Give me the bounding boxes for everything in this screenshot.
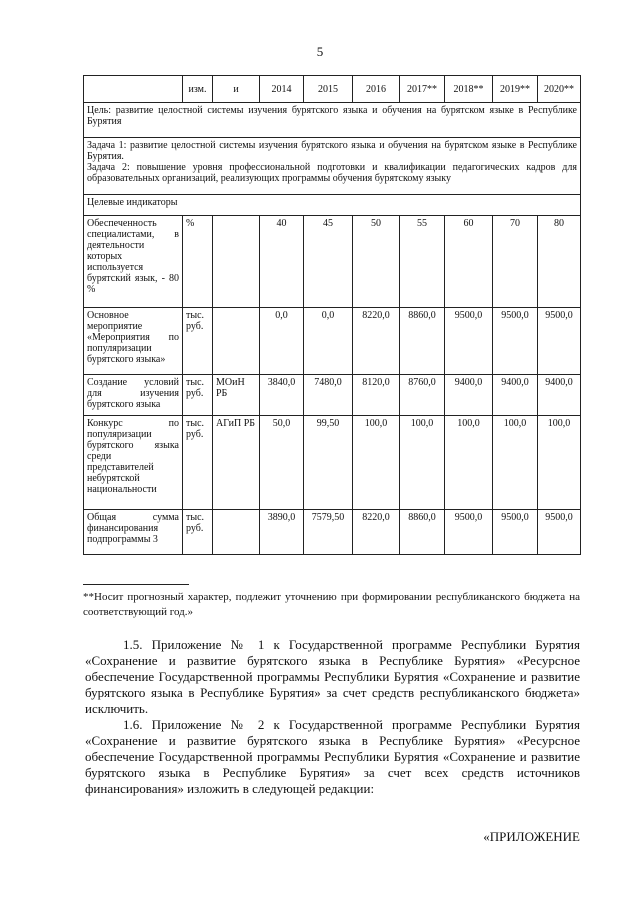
row-org: [213, 510, 260, 555]
tasks-cell: [84, 138, 581, 195]
table-row: [84, 216, 581, 308]
paragraph-1-5: 1.5. Приложение № 1 к Государственной программе Республики Бурятия «Сохранение и развитие бурятского языка в Республике Бурятия» «Ресурсное обеспечение Государственной программы Республики Бурятия «Сохранение и развитие бурятского языка в Республике Бурятия» за счет средств республиканского бюджета» исключить.: [85, 637, 580, 716]
table-row: [84, 375, 581, 416]
row-name: Обеспеченность специалистами, в деятельности которых используется бурятский язык, - 80 %: [84, 216, 183, 308]
value-cell: 9400,0: [445, 375, 493, 416]
header-cell: и: [213, 76, 260, 103]
value-cell: 100,0: [538, 416, 581, 510]
header-cell: 2015: [304, 76, 353, 103]
value-cell: 55: [400, 216, 445, 308]
value-cell: 9400,0: [538, 375, 581, 416]
task-1-text: Задача 1: развитие целостной системы изучения бурятского языка и обучения на бурятском языке в Республике Бурятия.: [87, 140, 577, 162]
value-cell: 8220,0: [353, 510, 400, 555]
row-org: АГиП РБ: [213, 416, 260, 510]
value-cell: 9400,0: [493, 375, 538, 416]
value-cell: 60: [445, 216, 493, 308]
value-cell: 100,0: [400, 416, 445, 510]
row-org: [213, 308, 260, 375]
tasks-row: [84, 138, 581, 195]
value-cell: 100,0: [493, 416, 538, 510]
table-row: [84, 416, 581, 510]
value-cell: 45: [304, 216, 353, 308]
goal-text: Цель: развитие целостной системы изучения бурятского языка и обучения на бурятском языке в Республике Бурятия: [84, 103, 581, 138]
header-cell: 2020**: [538, 76, 581, 103]
row-name: Основное мероприятие «Мероприятия по популяризации бурятского языка»: [84, 308, 183, 375]
value-cell: 70: [493, 216, 538, 308]
value-cell: 9500,0: [445, 510, 493, 555]
value-cell: 0,0: [304, 308, 353, 375]
table-row: [84, 510, 581, 555]
value-cell: 40: [260, 216, 304, 308]
row-unit: тыс. руб.: [183, 308, 213, 375]
indicators-row: [84, 195, 581, 216]
value-cell: 8860,0: [400, 308, 445, 375]
table-header-row: [84, 76, 581, 103]
value-cell: 9500,0: [493, 510, 538, 555]
task-2-text: Задача 2: повышение уровня профессиональной подготовки и квалификации педагогических кадров для образовательных организаций, реализующих программы обучения бурятскому языку: [87, 162, 577, 184]
value-cell: 50,0: [260, 416, 304, 510]
header-cell: 2016: [353, 76, 400, 103]
value-cell: 8120,0: [353, 375, 400, 416]
footnote-divider: [83, 584, 189, 585]
value-cell: 3890,0: [260, 510, 304, 555]
value-cell: 8220,0: [353, 308, 400, 375]
footnote: **Носит прогнозный характер, подлежит уточнению при формировании республиканского бюджета на соответствующий год.»: [83, 591, 580, 618]
row-name: Общая сумма финансирования подпрограммы 3: [84, 510, 183, 555]
row-name: Создание условий для изучения бурятского языка: [84, 375, 183, 416]
program-table: [83, 75, 581, 555]
row-org: МОиН РБ: [213, 375, 260, 416]
value-cell: 3840,0: [260, 375, 304, 416]
value-cell: 8760,0: [400, 375, 445, 416]
value-cell: 80: [538, 216, 581, 308]
row-unit: тыс. руб.: [183, 375, 213, 416]
value-cell: 8860,0: [400, 510, 445, 555]
value-cell: 9500,0: [538, 308, 581, 375]
value-cell: 100,0: [445, 416, 493, 510]
appendix-label: «ПРИЛОЖЕНИЕ: [483, 829, 580, 844]
value-cell: 50: [353, 216, 400, 308]
header-cell: изм.: [183, 76, 213, 103]
row-unit: тыс. руб.: [183, 416, 213, 510]
value-cell: 9500,0: [445, 308, 493, 375]
page-number: 5: [316, 44, 324, 59]
row-org: [213, 216, 260, 308]
header-cell: 2017**: [400, 76, 445, 103]
table-row: [84, 308, 581, 375]
value-cell: 0,0: [260, 308, 304, 375]
header-cell: 2014: [260, 76, 304, 103]
value-cell: 100,0: [353, 416, 400, 510]
value-cell: 7579,50: [304, 510, 353, 555]
header-cell: 2019**: [493, 76, 538, 103]
header-cell: [84, 76, 183, 103]
row-unit: тыс. руб.: [183, 510, 213, 555]
value-cell: 7480,0: [304, 375, 353, 416]
indicators-label: Целевые индикаторы: [84, 195, 581, 216]
value-cell: 9500,0: [493, 308, 538, 375]
header-cell: 2018**: [445, 76, 493, 103]
row-name: Конкурс по популяризации бурятского языка среди представителей небурятской национальности: [84, 416, 183, 510]
value-cell: 99,50: [304, 416, 353, 510]
goal-row: [84, 103, 581, 138]
paragraph-1-6: 1.6. Приложение № 2 к Государственной программе Республики Бурятия «Сохранение и развитие бурятского языка в Республике Бурятия» «Ресурсное обеспечение Государственной программы Республики Бурятия «Сохранение и развитие бурятского языка в Республике Бурятия» за счет всех средств источников финансирования» изложить в следующей редакции:: [85, 717, 580, 796]
row-unit: %: [183, 216, 213, 308]
value-cell: 9500,0: [538, 510, 581, 555]
